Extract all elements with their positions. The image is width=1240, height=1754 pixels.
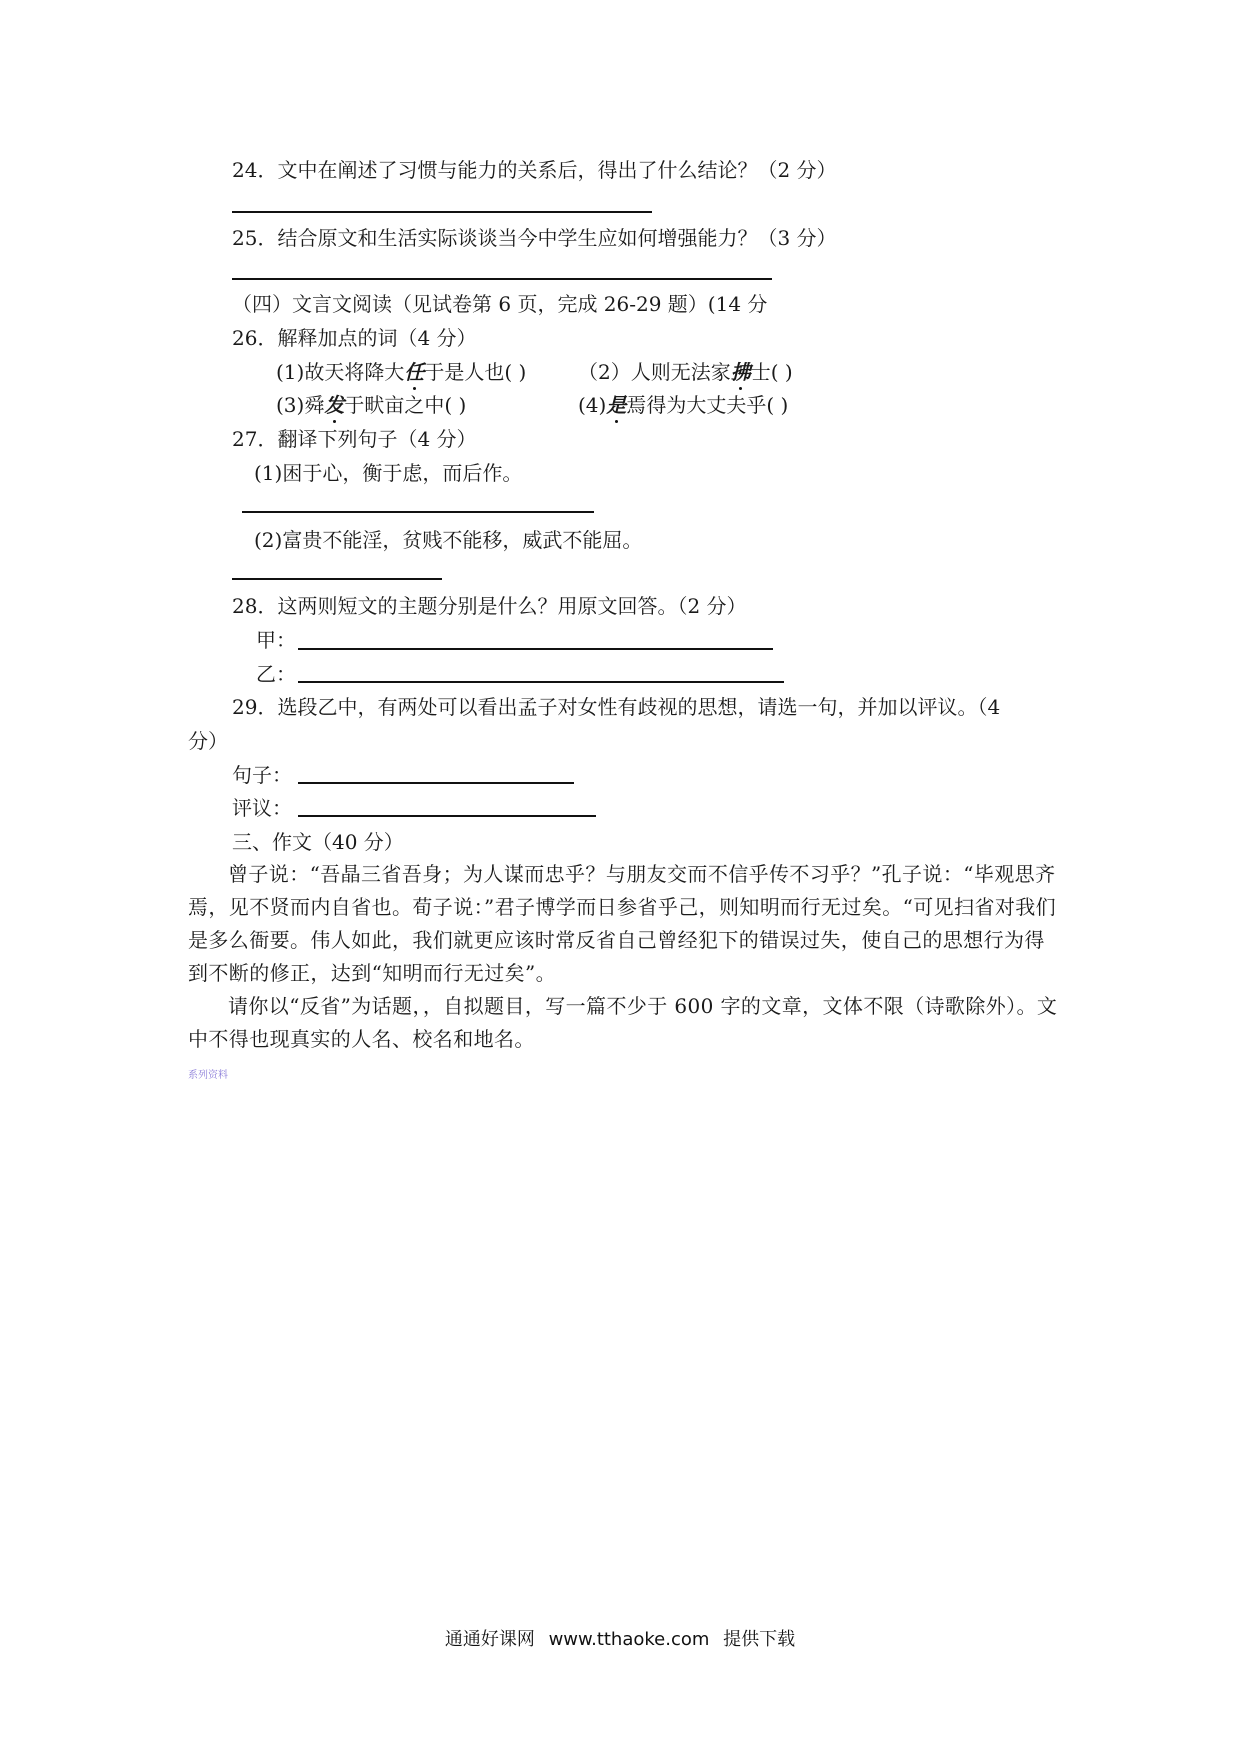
composition-title: 三、作文（40 分） [232, 830, 404, 854]
composition-paragraph-2: 请你以“反省”为话题，，自拟题目，写一篇不少于 600 字的文章，文体不限（诗歌除外）。文中不得也现真实的人名、校名和地名。 [188, 994, 1058, 1051]
question-24: 24．文中在阐述了习惯与能力的关系后，得出了什么结论？（2 分） [232, 158, 837, 182]
question-28: 28．这两则短文的主题分别是什么？用原文回答。（2 分） [232, 594, 747, 618]
q26-item-1-post: 于是人也( ) [424, 360, 527, 384]
answer-line-28-jia [298, 648, 773, 650]
answer-line-25 [232, 278, 772, 280]
q26-item-3 [276, 392, 466, 418]
q27-sentence-1: (1)困于心，衡于虑，而后作。 [254, 461, 523, 485]
q26-item-3-dotted-word: 发 [324, 393, 345, 417]
footer-tail: 提供下载 [723, 1629, 796, 1650]
q26-item-2 [578, 359, 793, 385]
section-4-title: （四）文言文阅读（见试卷第 6 页，完成 26-29 题）(14 分 [232, 292, 768, 316]
footer-site-name: 通通好课网 [444, 1629, 535, 1650]
q28-label-jia: 甲： [256, 628, 296, 652]
question-29-continued: 分） [188, 729, 228, 753]
composition-paragraph-1: 曾子说：“吾晶三省吾身；为人谋而忠乎？与朋友交而不信乎传不习乎？”孔子说：“毕观思齐焉，见不贤而内自省也。荀子说：”君子博学而日参省乎己，则知明而行无过矣。“可见扫省对我们是多么衙要。伟人如此，我们就更应该时常反省自己曾经犯下的错误过失，使自己的思想行为得到不断的修正，达到“知明而行无过矣”。 [188, 862, 1057, 985]
q26-item-2-dotted-word: 拂 [730, 360, 751, 384]
q26-item-4-pre: (4) [578, 393, 607, 417]
q29-label-sentence: 句子： [232, 763, 292, 787]
question-26: 26．解释加点的词（4 分） [232, 326, 477, 350]
q26-item-4 [578, 392, 788, 418]
series-material-stamp: 系列资料 [188, 1070, 228, 1081]
answer-line-27-2 [232, 578, 442, 580]
q26-item-2-pre: （2）人则无法家 [578, 360, 731, 384]
question-25: 25．结合原文和生活实际谈谈当今中学生应如何增强能力？（3 分） [232, 226, 837, 250]
answer-line-27-1 [242, 511, 594, 513]
page-footer [0, 1625, 1240, 1651]
q26-item-4-post: 焉得为大丈夫乎( ) [626, 393, 789, 417]
q26-item-3-post: 于畎亩之中( ) [344, 393, 467, 417]
q26-item-3-pre: (3)舜 [276, 393, 325, 417]
answer-line-24 [232, 211, 652, 213]
answer-line-29-comment [298, 815, 596, 817]
q27-sentence-2: (2)富贵不能淫，贫贱不能移，威武不能屈。 [254, 528, 643, 552]
footer-url[interactable]: www.tthaoke.com [548, 1629, 710, 1650]
q26-item-1-pre: (1)故天将降大 [276, 360, 405, 384]
q26-item-2-post: 士( ) [750, 360, 793, 384]
question-29: 29．选段乙中，有两处可以看出孟子对女性有歧视的思想，请选一句，并加以评议。（4 [232, 695, 1001, 719]
q26-item-1 [276, 359, 526, 385]
q29-label-comment: 评议： [232, 796, 292, 820]
q26-item-1-dotted-word: 任 [404, 360, 425, 384]
q26-item-4-dotted-word: 是 [606, 393, 627, 417]
answer-line-29-sentence [298, 782, 574, 784]
question-27: 27．翻译下列句子（4 分） [232, 427, 477, 451]
q28-label-yi: 乙： [256, 662, 296, 686]
answer-line-28-yi [298, 681, 784, 683]
